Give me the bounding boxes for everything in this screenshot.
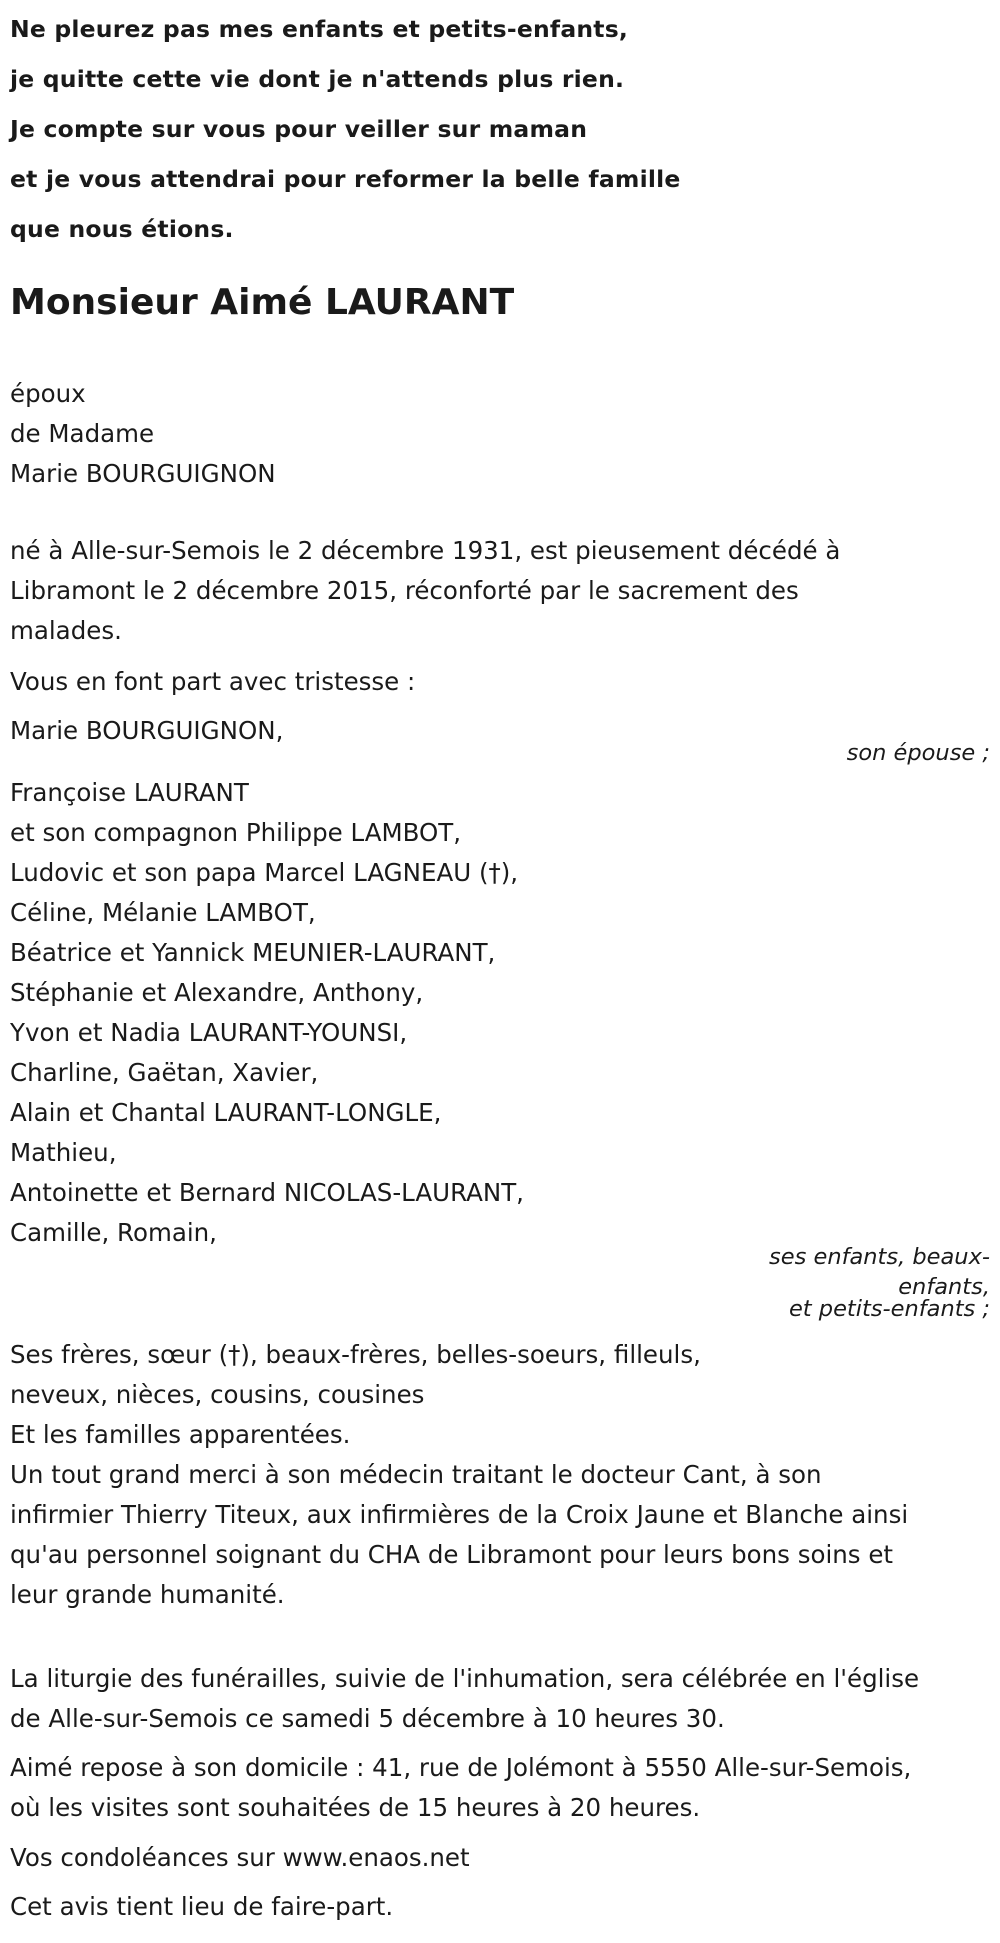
family-member-line: et son compagnon Philippe LAMBOT, <box>10 818 462 847</box>
family-line: Un tout grand merci à son médecin traitant le docteur Cant, à son <box>10 1460 822 1489</box>
family-line: leur grande humanité. <box>10 1580 285 1609</box>
family-member-line: Yvon et Nadia LAURANT-YOUNSI, <box>10 1018 408 1047</box>
birth-death-block <box>10 531 840 651</box>
condolences-line: Vos condoléances sur www.enaos.net <box>10 1843 470 1872</box>
notice-line: Cet avis tient lieu de faire-part. <box>10 1892 394 1921</box>
family-line: Et les familles apparentées. <box>10 1420 351 1449</box>
spouse-line: époux <box>10 379 86 408</box>
children-role-line: et petits-enfants ; <box>788 1296 990 1322</box>
rest-block <box>10 1748 911 1828</box>
birth-death-line: malades. <box>10 616 122 645</box>
family-thanks-block <box>10 1335 908 1615</box>
birth-death-line: Libramont le 2 décembre 2015, réconforté par le sacrement des <box>10 576 799 605</box>
spouse-line: de Madame <box>10 419 155 448</box>
poem-line: Ne pleurez pas mes enfants et petits-enfants, <box>10 15 629 43</box>
family-member-line: Ludovic et son papa Marcel LAGNEAU (†), <box>10 858 519 887</box>
deceased-name-title: Monsieur Aimé LAURANT <box>10 282 515 323</box>
wife-role: son épouse ; <box>846 740 990 766</box>
family-member-line: Camille, Romain, <box>10 1218 217 1247</box>
poem <box>10 4 681 254</box>
family-member-line: Charline, Gaëtan, Xavier, <box>10 1058 319 1087</box>
family-line: neveux, nièces, cousins, cousines <box>10 1380 425 1409</box>
family-line: Ses frères, sœur (†), beaux-frères, belles-soeurs, filleuls, <box>10 1340 701 1369</box>
family-member-line: Françoise LAURANT <box>10 778 249 807</box>
family-member-line: Mathieu, <box>10 1138 117 1167</box>
family-line: infirmier Thierry Titeux, aux infirmières de la Croix Jaune et Blanche ainsi <box>10 1500 909 1529</box>
family-member-line: Céline, Mélanie LAMBOT, <box>10 898 316 927</box>
poem-line: et je vous attendrai pour reformer la belle famille <box>10 165 681 193</box>
spouse-block <box>10 374 276 494</box>
wife-name: Marie BOURGUIGNON, <box>10 716 284 745</box>
rest-line: où les visites sont souhaitées de 15 heures à 20 heures. <box>10 1793 701 1822</box>
family-line: qu'au personnel soignant du CHA de Libramont pour leurs bons soins et <box>10 1540 894 1569</box>
children-role <box>730 1242 990 1324</box>
family-member-line: Antoinette et Bernard NICOLAS-LAURANT, <box>10 1178 524 1207</box>
children-role-line: ses enfants, beaux-enfants, <box>769 1244 990 1300</box>
spouse-line: Marie BOURGUIGNON <box>10 459 276 488</box>
poem-line: je quitte cette vie dont je n'attends plus rien. <box>10 65 625 93</box>
poem-line: Je compte sur vous pour veiller sur maman <box>10 115 588 143</box>
rest-line: Aimé repose à son domicile : 41, rue de Jolémont à 5550 Alle-sur-Semois, <box>10 1753 912 1782</box>
family-member-line: Stéphanie et Alexandre, Anthony, <box>10 978 424 1007</box>
poem-line: que nous étions. <box>10 215 234 243</box>
family-member-line: Béatrice et Yannick MEUNIER-LAURANT, <box>10 938 496 967</box>
liturgy-line: de Alle-sur-Semois ce samedi 5 décembre à 10 heures 30. <box>10 1704 725 1733</box>
liturgy-block <box>10 1659 919 1739</box>
liturgy-line: La liturgie des funérailles, suivie de l'inhumation, sera célébrée en l'église <box>10 1664 920 1693</box>
children-list <box>10 773 524 1253</box>
announcement: Vous en font part avec tristesse : <box>10 667 416 696</box>
family-member-line: Alain et Chantal LAURANT-LONGLE, <box>10 1098 442 1127</box>
birth-death-line: né à Alle-sur-Semois le 2 décembre 1931, est pieusement décédé à <box>10 536 841 565</box>
